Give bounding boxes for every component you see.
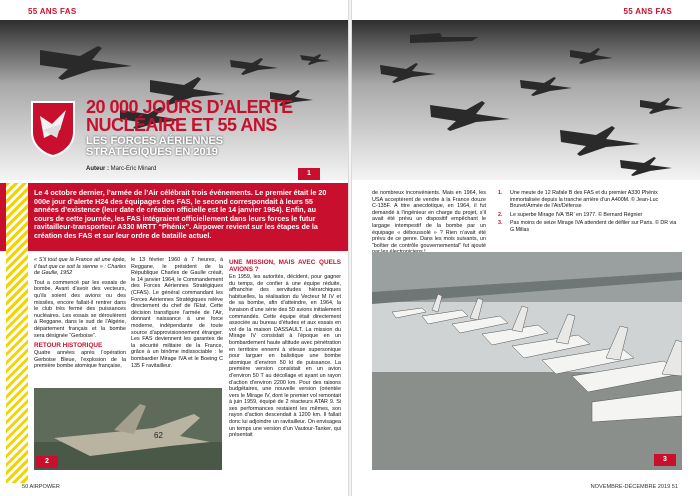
col2-paragraph-1: le 13 février 1960 à 7 heures, à Reggane, le président de la République Charles de Gaulle créait, le 14 janvier 1964, le Commandement des Forces Aériennes Stratégiques (CFAS). Le général commandant les Forces Aériennes Stratégiques relève directement du chef de l’Etat. Cette décision transfigure l’armée de l’Air, donnant naissance à une force moderne, indépendante de toute source d’approvisionnement étranger. Les FAS deviennent les garantes de la sécurité militaire de la France, grâce à un binôme indissociable : le bombardier Mirage IVA et le Boeing C 135 F ravitailleur. xyxy=(131,257,223,369)
article-subtitle xyxy=(86,136,223,158)
author-name: Marc-Eric Minard xyxy=(110,166,157,172)
text-column-1 xyxy=(34,257,126,373)
section-tag-left: 55 ANS FAS xyxy=(28,7,77,16)
mirage-iva-illustration xyxy=(34,388,222,470)
page-gutter xyxy=(348,0,352,496)
subtitle-line-1: LES FORCES AÉRIENNES xyxy=(86,135,224,147)
mirage-lineup-photo xyxy=(372,252,682,470)
subtitle-line-2: STRATÉGIQUES EN 2019 xyxy=(86,146,218,158)
col1-paragraph-1: Tout a commencé par les essais de bombe. Avant d’avoir des vecteurs, qu’ils soient des avions ou des missiles, encore fallait-il rentrer dans le club très fermé des puissances nucléaires. Les essais se déroulèrent à Reggane, dans le sud de l’Algérie, département français et la bombe sera désignée “Gerboise”. xyxy=(34,279,126,339)
intro-box xyxy=(0,183,348,251)
hatched-margin-stripe xyxy=(6,183,28,483)
photo-number-3: 3 xyxy=(654,454,676,466)
col3-paragraph-1: de nombreux inconvénients. Mais en 1964, les USA acceptèrent de vendre à la France douze C-135F. A titre anecdotique, en 1964, il fut demandé à l’ingénieur en charge du projet, s’il avait été prévu un dispositif empêchant le largage intempestif de la bombe par un équipage « déboussolé » ? Rien n’avait été prévu de ce genre. Dans les mois suivants, un “boîtier de contrôle gouvernemental” fut ajouté xyxy=(372,190,486,249)
caption-3: 3. Pas moins de seize Mirage IVA attendent de défiler sur Paris. © DR via G.Millas xyxy=(498,220,677,233)
title-line-2: NUCLÉAIRE ET 55 ANS xyxy=(86,115,277,135)
mirage-iva-photo xyxy=(34,388,222,470)
article-title xyxy=(86,98,293,134)
photo-number-1: 1 xyxy=(298,168,320,180)
text-column-2a xyxy=(131,257,223,372)
heading-retour-historique: RETOUR HISTORIQUE xyxy=(34,342,103,350)
author-line xyxy=(86,166,156,172)
svg-text:62: 62 xyxy=(154,431,163,440)
photo-number-2: 2 xyxy=(36,456,58,468)
folio-right: NOVEMBRE-DÉCEMBRE 2019 51 xyxy=(590,484,678,490)
col2-paragraph-2: En 1959, les autorités, décident, pour gagner du temps, de confier à une équipe réduite, affranchie des servitudes hiérarchiques habituelles, la réalisation du Vecteur M IV et de sa bombe, afin d’atteindre, en 1964, la livraison d’une série des 50 avions initialement commandés. Cette équipe était directement associée au bureau d’études et aux essais en vol de la maison DASSAULT. La mission du Mirage IV consistait à l’époque en un bombardement haute altitude avec pénétration en territoire ennemi à vitesse supersonique pour larguer en balistique une bombe atomique d’environ 50 kt de puissance. La première version consistait en un avion d’environ 50 T au décollage et ayant un rayon d’action d’environ 2200 km. Pour des raisons budgétaires, une nouvelle version (orientée vers le Mirage IV, dont le premier vol remontait à juin 1959, équipé de 2 réacteurs ATAR 9. Si ses performances restaient les mêmes, son rayon d’action descendait à 1200 km. Il fallait donc lui adjoindre un ravitailleur. On envisagea un temps une version d’un Vautour-Tanker, qui présentait xyxy=(229,274,341,439)
heading-une-mission: UNE MISSION, MAIS AVEC QUELS AVIONS ? xyxy=(229,259,341,273)
title-line-1: 20 000 JOURS D’ALERTE xyxy=(86,97,293,117)
section-tag-right: 55 ANS FAS xyxy=(623,7,672,16)
intro-text: Le 4 octobre dernier, l’armée de l’Air célébrait trois événements. Le premier était le 20 000e jour d’alerte H24 des équipages des FAS, le second correspondait à leurs 55 années d’existence (leur date de création officielle est le 14 janvier 1964). Enfin, au cours de cette journée, les FAS intégraient officiellement dans leurs forces le futur ravitailleur-transporteur A330 MRTT “Phénix”. Airpower revient sur les étapes de la création des FAS et sur leur ordre de bataille actuel. xyxy=(34,188,327,240)
photo-captions xyxy=(498,190,683,236)
caption-1: 1. Une meute de 12 Rafale B des FAS et du premier A330 Phénix immortalisée depuis la tranche arrière d’un A400M. © Jean-Luc Brunet/Armée de l’Air/Défense xyxy=(498,190,659,210)
col1-paragraph-2: Quatre années après l’opération Gerboise Bleue, l’explosion de la première bombe atomique française, xyxy=(34,350,126,370)
folio-left: 50 AIRPOWER xyxy=(22,484,60,490)
text-column-2b xyxy=(229,257,341,477)
fas-badge-emblem xyxy=(28,100,78,158)
caption-2: 2. Le superbe Mirage IVA ’BR’ en 1977. © Bernard Régnier xyxy=(498,211,643,218)
author-label: Auteur : xyxy=(86,166,109,172)
text-column-3 xyxy=(372,190,486,259)
mirage-lineup-illustration xyxy=(372,252,682,470)
quote-de-gaulle: « S’il tout que la France ait une épée, il faut que ce soit la sienne » : Charles de Gaulle, 1952 xyxy=(34,257,126,277)
